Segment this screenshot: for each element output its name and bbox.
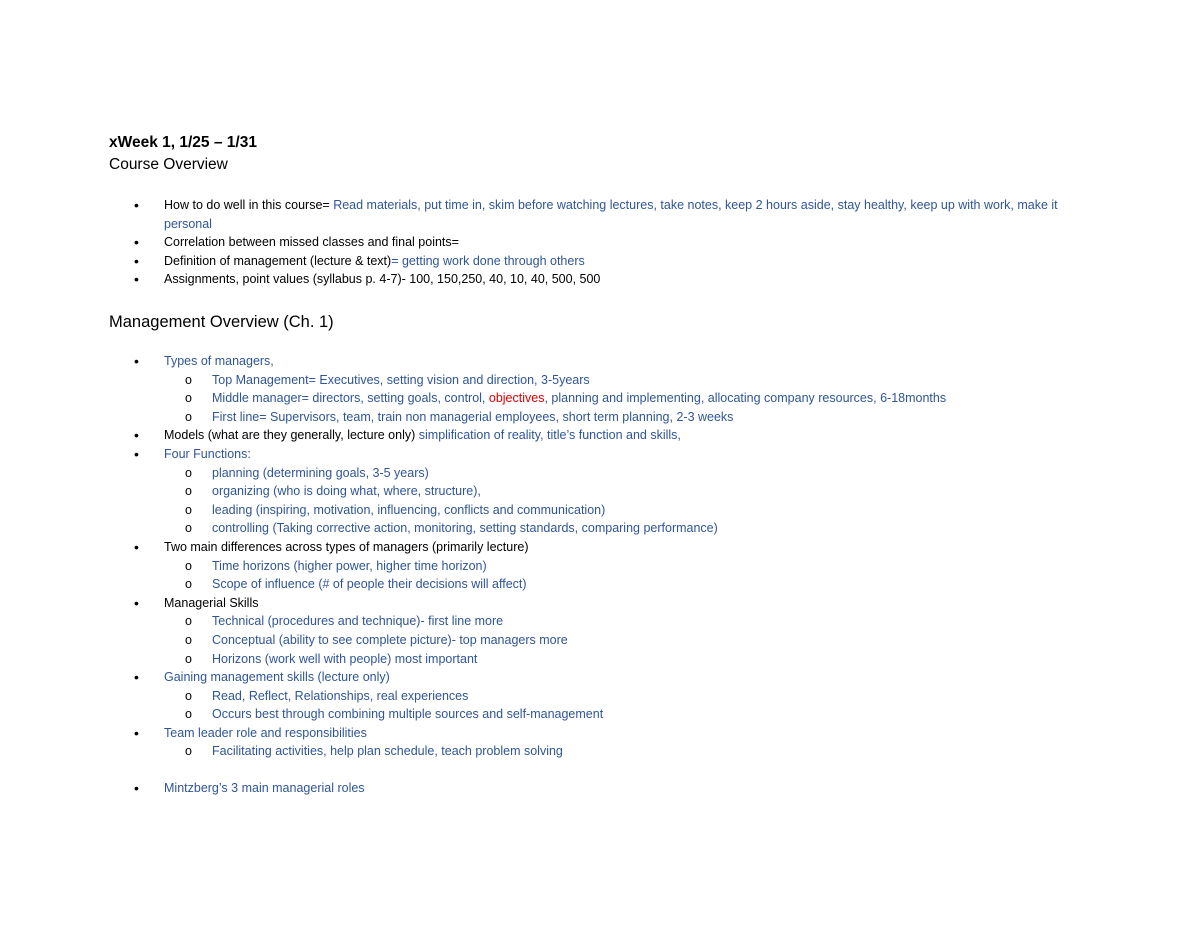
bullet-icon: • (134, 197, 139, 213)
sub-item-text: Read, Reflect, Relationships, real experiences (212, 688, 469, 703)
bullet-icon: • (134, 234, 139, 251)
list-item (109, 779, 1089, 798)
sub-item (109, 612, 1089, 631)
sub-item-text: controlling (Taking corrective action, monitoring, setting standards, comparing performance) (212, 521, 718, 536)
item-label: How to do well in this course= (164, 198, 334, 212)
sub-item-text: Scope of influence (# of people their decisions will affect) (212, 577, 527, 592)
sub-item-text: Time horizons (higher power, higher time horizon) (212, 558, 487, 573)
item-answer: Read materials, put time in, skim before watching lectures, take notes, keep 2 hours aside, stay healthy, keep up with work, make it personal (164, 198, 1058, 231)
list-item (109, 426, 1089, 445)
week-heading: xWeek 1, 1/25 – 1/31 (109, 134, 257, 151)
circle-bullet-icon: o (185, 372, 192, 387)
item-label: Assignments, point values (syllabus p. 4-7)- 100, 150,250, 40, 10, 40, 500, 500 (164, 272, 601, 287)
management-overview-list (109, 352, 1089, 798)
sub-item (109, 575, 1089, 594)
sub-item (109, 705, 1089, 724)
list-item (109, 252, 1089, 271)
sub-item-text: organizing (who is doing what, where, structure), (212, 484, 481, 499)
sub-item-text: Horizons (work well with people) most important (212, 651, 478, 666)
circle-bullet-icon: o (185, 651, 192, 666)
sub-item (109, 650, 1089, 669)
circle-bullet-icon: o (185, 632, 192, 647)
list-item (109, 594, 1089, 613)
circle-bullet-icon: o (185, 577, 192, 592)
item-label: Team leader role and responsibilities (164, 725, 367, 740)
sub-item (109, 408, 1089, 427)
item-label: Correlation between missed classes and final points= (164, 235, 459, 250)
management-overview-heading: Management Overview (Ch. 1) (109, 313, 334, 331)
item-label: Types of managers, (164, 354, 274, 368)
sub-item-text: Conceptual (ability to see complete picture)- top managers more (212, 632, 568, 647)
course-overview-heading: Course Overview (109, 156, 228, 173)
management-overview-section (109, 311, 1089, 333)
circle-bullet-icon: o (185, 391, 192, 406)
circle-bullet-icon: o (185, 409, 192, 424)
bullet-icon: • (134, 594, 139, 611)
item-answer: simplification of reality, title’s function and skills, (418, 428, 681, 443)
item-label: Two main differences across types of managers (primarily lecture) (164, 539, 529, 554)
item-label: Gaining management skills (lecture only) (164, 670, 390, 685)
list-item (109, 445, 1089, 464)
circle-bullet-icon: o (185, 688, 192, 703)
bullet-icon: • (134, 538, 139, 555)
sub-item (109, 464, 1089, 483)
sub-item-text: planning (determining goals, 3-5 years) (212, 465, 429, 480)
bullet-icon: • (134, 780, 139, 797)
sub-item (109, 557, 1089, 576)
item-label: Mintzberg’s 3 main managerial roles (164, 781, 365, 796)
list-item (109, 352, 1089, 371)
bullet-icon: • (134, 427, 139, 444)
item-label: Models (what are they generally, lecture only) (164, 428, 419, 443)
list-item (109, 724, 1089, 743)
sub-item-text-b: , planning and implementing, allocating company resources, 6-18months (544, 391, 947, 406)
sub-item-text: leading (inspiring, motivation, influencing, conflicts and communication) (212, 502, 606, 517)
list-item (109, 668, 1089, 687)
item-answer: = getting work done through others (391, 253, 585, 268)
item-label: Four Functions: (164, 446, 251, 461)
list-item (109, 270, 1089, 289)
circle-bullet-icon: o (185, 484, 192, 499)
week-section (109, 132, 1089, 176)
sub-item-text: Top Management= Executives, setting vision and direction, 3-5years (212, 372, 590, 387)
course-overview-list (109, 196, 1089, 289)
bullet-icon: • (134, 724, 139, 741)
circle-bullet-icon: o (185, 558, 192, 573)
list-item (109, 196, 1089, 233)
item-label: Definition of management (lecture & text) (164, 253, 392, 268)
bullet-icon: • (134, 252, 139, 269)
sub-item-text: First line= Supervisors, team, train non managerial employees, short term planning, 2-3 weeks (212, 409, 734, 424)
circle-bullet-icon: o (185, 744, 192, 759)
sub-item-text: Technical (procedures and technique)- first line more (212, 614, 504, 629)
sub-item (109, 371, 1089, 390)
sub-item-text: Facilitating activities, help plan schedule, teach problem solving (212, 744, 563, 759)
circle-bullet-icon: o (185, 707, 192, 722)
circle-bullet-icon: o (185, 465, 192, 480)
bullet-icon: • (134, 353, 139, 369)
sub-item-text-a: Middle manager= directors, setting goals, control, (212, 391, 489, 406)
sub-item (109, 519, 1089, 538)
bullet-icon: • (134, 271, 139, 288)
sub-item (109, 687, 1089, 706)
circle-bullet-icon: o (185, 521, 192, 536)
bullet-icon: • (134, 445, 139, 462)
sub-item (109, 742, 1089, 761)
bullet-icon: • (134, 669, 139, 686)
circle-bullet-icon: o (185, 502, 192, 517)
sub-item-text: Occurs best through combining multiple sources and self-management (212, 707, 604, 722)
sub-item (109, 631, 1089, 650)
list-item (109, 538, 1089, 557)
circle-bullet-icon: o (185, 614, 192, 629)
list-item (109, 233, 1089, 252)
highlighted-word: objectives (488, 391, 545, 406)
sub-item (109, 482, 1089, 501)
sub-item (109, 389, 1089, 408)
sub-item (109, 501, 1089, 520)
item-label: Managerial Skills (164, 595, 259, 610)
